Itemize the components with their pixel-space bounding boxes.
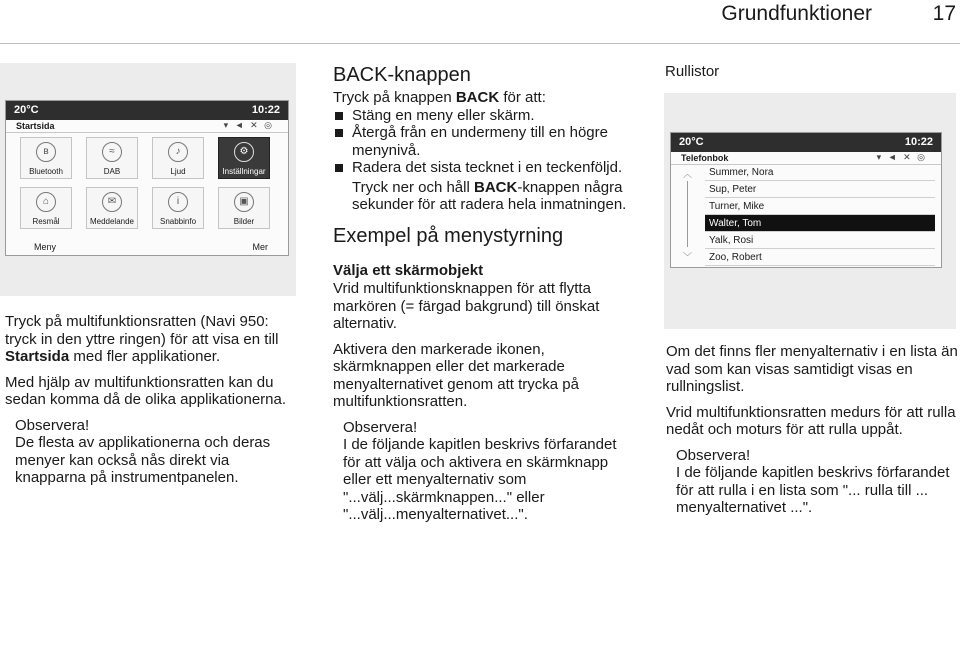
tile-snabbinfo[interactable]: i Snabbinfo <box>152 187 204 229</box>
clock: 10:22 <box>251 104 280 116</box>
tile-dab[interactable]: ≈ DAB <box>86 137 138 179</box>
bluetooth-icon: ʙ <box>36 142 56 162</box>
note-text: I de följande kapitlen beskrivs förfarandet för att välja och aktivera en skärmknapp eller ett menyalternativ som "...välj...skärmknappen..." eller "...välj...menyalternativet...". <box>343 436 617 523</box>
back-label: BACK <box>455 89 500 106</box>
phonebook-list <box>705 164 935 266</box>
section-title-back: BACK-knappen <box>333 64 471 86</box>
note-title: Observera! <box>676 446 751 464</box>
column-2 <box>333 63 633 524</box>
tile-meddelande[interactable]: ✉ Meddelande <box>86 187 138 229</box>
temperature: 20°C <box>679 136 704 148</box>
scroll-track <box>687 181 688 247</box>
screen-name: Startsida <box>16 121 55 131</box>
info-icon: i <box>168 192 188 212</box>
hold-back-paragraph: Tryck ner och håll BACK-knappen några sekunder för att radera hela inmatningen. <box>352 178 627 213</box>
list-item: Radera det sista tecknet i en teckenföljd. <box>333 159 633 177</box>
softkey-mer[interactable]: Mer <box>252 242 268 252</box>
note-title: Observera! <box>15 416 90 434</box>
home-screen <box>5 100 289 256</box>
header-divider <box>0 43 960 44</box>
screen-topbar <box>6 101 288 120</box>
list-item[interactable]: Zoo, Robert <box>705 249 935 266</box>
screen-topbar <box>671 133 941 152</box>
message-icon: ✉ <box>102 192 122 212</box>
softkey-bar <box>6 241 288 255</box>
section-title-menu-example: Exempel på menystyrning <box>333 224 564 247</box>
startsida-label: Startsida <box>5 348 70 365</box>
list-item: Återgå från en undermeny till en högre menynivå. <box>333 124 633 159</box>
note-block <box>333 419 633 524</box>
dab-icon: ≈ <box>102 142 122 162</box>
list-item-selected[interactable]: Walter, Tom <box>705 215 935 232</box>
settings-icon: ⚙ <box>234 142 254 162</box>
clock: 10:22 <box>904 136 933 148</box>
note-text: I de följande kapitlen beskrivs förfarandet för att rulla i en lista som "... rulla till ... menyalternativet ...". <box>676 464 950 516</box>
phonebook-screen <box>670 132 942 268</box>
note-text: De flesta av applikationerna och deras menyer kan också nås direkt via knapparna på instrumentpanelen. <box>15 434 271 486</box>
tile-installningar[interactable]: ⚙ Inställningar <box>218 137 270 179</box>
paragraph: Med hjälp av multifunktionsratten kan du sedan komma då de olika applikationerna. <box>5 373 287 408</box>
column-1 <box>5 313 297 487</box>
tile-resmal[interactable]: ⌂ Resmål <box>20 187 72 229</box>
intro-line: Tryck på knappen BACK för att: <box>333 89 546 106</box>
paragraph: Vrid multifunktionsratten medurs för att rulla nedåt och moturs för att rulla uppåt. <box>666 403 956 438</box>
softkey-meny[interactable]: Meny <box>34 242 57 252</box>
scroll-down-icon[interactable]: ﹀ <box>683 252 693 262</box>
page-number: 17 <box>932 2 956 25</box>
subsection-title: Välja ett skärmobjekt <box>333 261 484 279</box>
chapter-title: Grundfunktioner <box>721 2 872 25</box>
pictures-icon: ▣ <box>234 192 254 212</box>
column-3 <box>666 343 958 517</box>
status-row <box>6 120 288 133</box>
status-icons: ▾ ◄ ✕ ◎ <box>223 120 274 130</box>
sound-icon: ♪ <box>168 142 188 162</box>
list-item[interactable]: Sup, Peter <box>705 181 935 198</box>
back-label: BACK <box>474 178 518 196</box>
list-item[interactable]: Turner, Mike <box>705 198 935 215</box>
temperature: 20°C <box>14 104 39 116</box>
bullet-list <box>333 107 633 177</box>
scroll-up-icon[interactable]: ︿ <box>683 169 693 179</box>
tile-ljud[interactable]: ♪ Ljud <box>152 137 204 179</box>
paragraph: Tryck på multifunktionsratten (Navi 950: tryck in den yttre ringen) för att visa en till Startsida med fler applikationer. <box>5 313 279 365</box>
figure-title: Rullistor <box>665 63 720 80</box>
status-icons: ▾ ◄ ✕ ◎ <box>876 152 927 162</box>
note-title: Observera! <box>343 418 418 436</box>
list-item[interactable]: Yalk, Rosi <box>705 232 935 249</box>
note-block <box>666 447 958 517</box>
paragraph: Vrid multifunktionsknappen för att flytta markören (= färgad bakgrund) till önskat alternativ. <box>333 280 600 332</box>
scrollbar[interactable] <box>681 167 695 263</box>
paragraph: Om det finns fler menyalternativ i en lista än vad som kan visas samtidigt visas en rullningslist. <box>666 343 958 395</box>
screen-name: Telefonbok <box>681 153 729 163</box>
list-item: Stäng en meny eller skärm. <box>333 107 633 125</box>
tile-bluetooth[interactable]: ʙ Bluetooth <box>20 137 72 179</box>
tile-bilder[interactable]: ▣ Bilder <box>218 187 270 229</box>
paragraph: Aktivera den markerade ikonen, skärmknappen eller det markerade menyalternativet genom att trycka på multifunktionsratten. <box>333 340 579 410</box>
list-item[interactable]: Summer, Nora <box>705 164 935 181</box>
note-block <box>5 417 297 487</box>
destination-icon: ⌂ <box>36 192 56 212</box>
